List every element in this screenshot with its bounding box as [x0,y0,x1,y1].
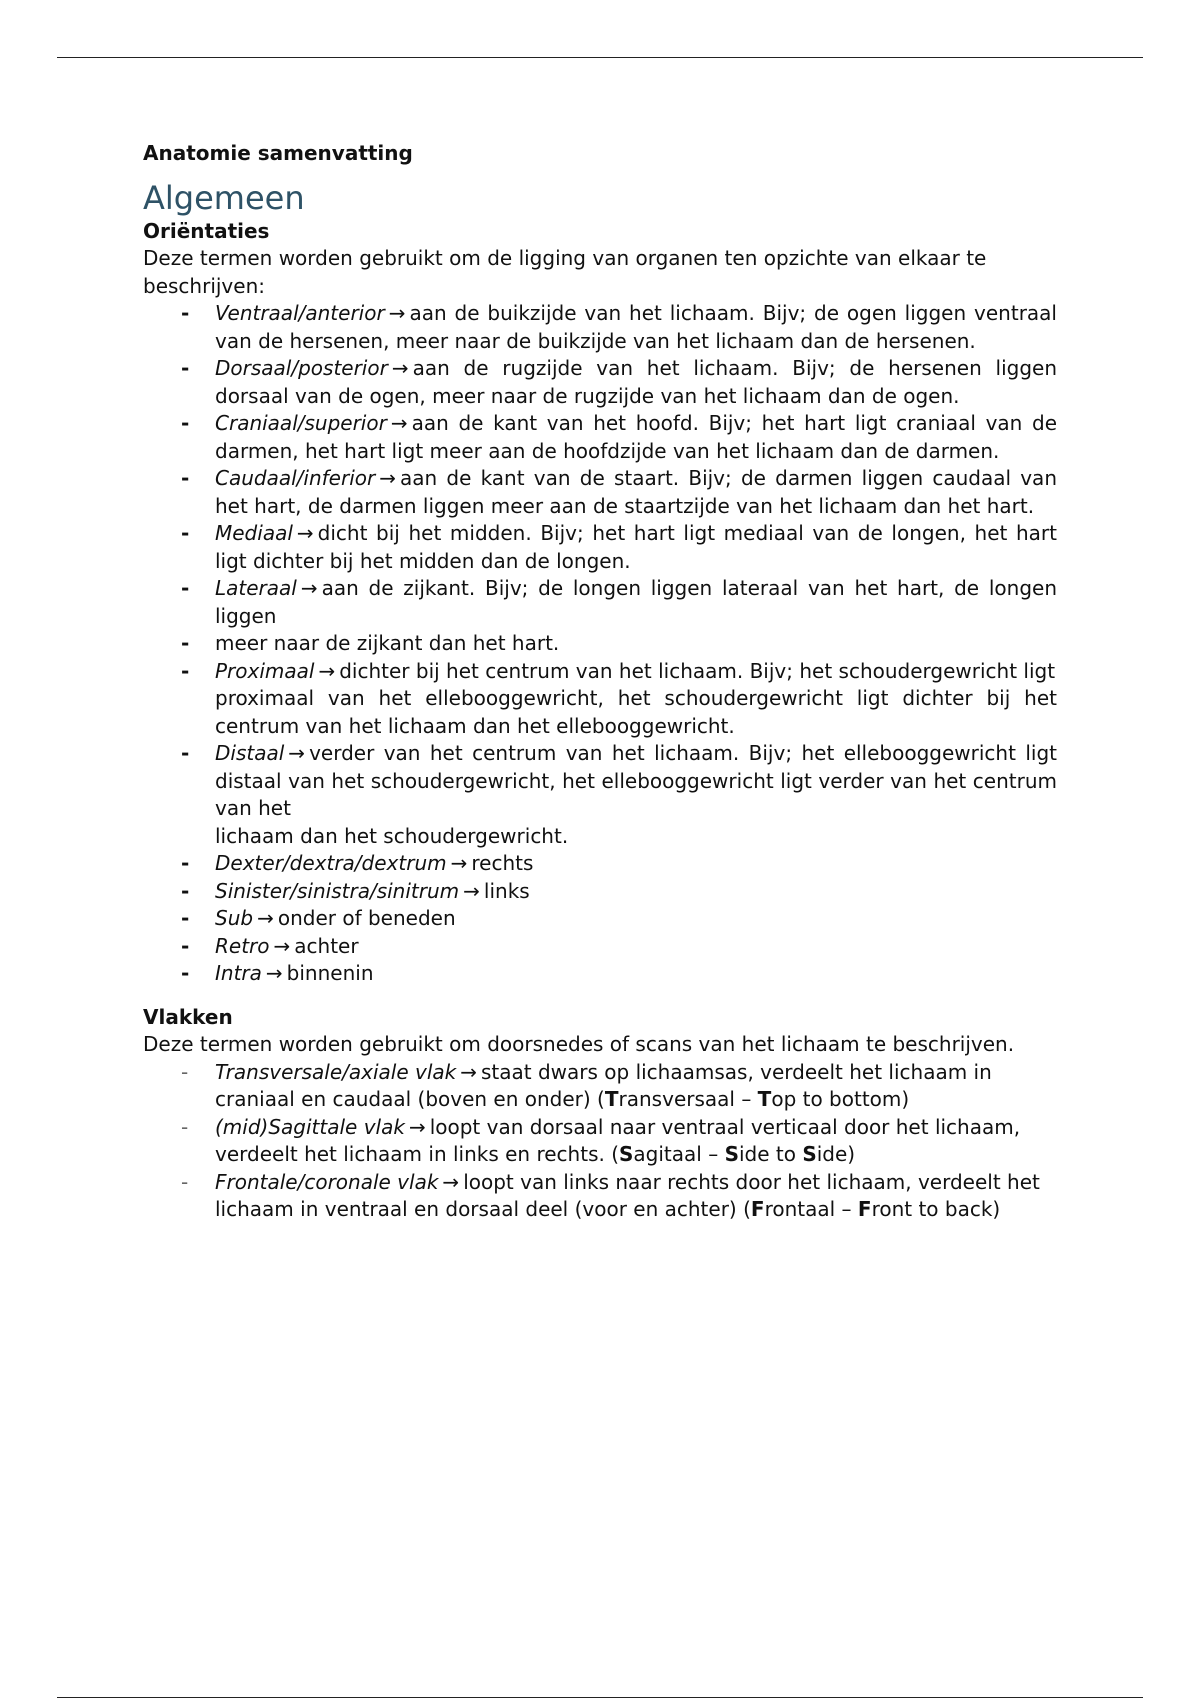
arrow-icon: → [318,658,336,683]
document-title: Anatomie samenvatting [143,141,413,165]
list-item: - (mid)Sagittale vlak → loopt van dorsaal naar ventraal verticaal door het lichaam, verdeelt het lichaam in links en rechts. (Sagitaal – Side to Side) [181,1114,1021,1166]
arrow-icon: → [450,851,468,875]
arrow-icon: → [408,1114,426,1139]
list-item: - Mediaal → dicht bij het midden. Bijv; het hart ligt mediaal van de longen, het hart ligt dichter bij het midden dan de longen. [181,521,1057,573]
list-item: - Frontale/coronale vlak → loopt van links naar rechts door het lichaam, verdeelt het lichaam in ventraal en dorsaal deel (voor en achter) (Frontaal – Front to back) [181,1169,1040,1221]
list-item: - Proximaal → dichter bij het centrum van het lichaam. Bijv; het schoudergewricht ligt proximaal van het ellebooggewricht, het schoudergewricht ligt dichter bij het centrum van het lichaam dan het ellebooggewricht. [143,658,1057,741]
arrow-icon: → [288,741,306,765]
list-item: - Lateraal → aan de zijkant. Bijv; de longen liggen lateraal van het hart, de longen liggen [181,576,1057,628]
list-item: - Retro → achter [181,933,359,958]
list-item: - Transversale/axiale vlak → staat dwars op lichaamsas, verdeelt het lichaam in craniaal en caudaal (boven en onder) (Transversaal – Top to bottom) [181,1059,992,1111]
orientaties-intro: Deze termen worden gebruikt om de ligging van organen ten opzichte van elkaar te beschrijven: [143,246,987,298]
list-item-continuation: lichaam dan het schoudergewricht. [215,823,569,848]
arrow-icon: → [442,1169,460,1194]
section-title: Algemeen [143,178,305,217]
list-item-continuation: proximaal van het ellebooggewricht, het schoudergewricht ligt dichter bij het centrum van het lichaam dan het ellebooggewricht. [215,686,1057,738]
arrow-icon: → [390,411,408,435]
list-item: - Sinister/sinistra/sinitrum → links [181,878,530,903]
list-item: - Sub → onder of beneden [181,906,456,930]
arrow-icon: → [379,466,396,490]
list-item: - Dexter/dextra/dextrum → rechts [181,851,534,875]
list-item: - Dorsaal/posterior → aan de rugzijde van het lichaam. Bijv; de hersenen liggen dorsaal van de ogen, meer naar de rugzijde van het lichaam dan de ogen. [181,356,1057,408]
vlakken-heading: Vlakken [143,1004,233,1029]
vlakken-list [143,1059,1057,1224]
footer-rule [57,1697,1143,1698]
arrow-icon: → [388,301,406,325]
orientaties-heading: Oriëntaties [143,218,270,243]
list-item: - Caudaal/inferior → aan de kant van de staart. Bijv; de darmen liggen caudaal van het hart, de darmen liggen meer aan de staartzijde van het lichaam dan het hart. [181,466,1057,518]
arrow-icon: → [460,1059,477,1084]
header-rule [57,57,1143,58]
arrow-icon: → [257,906,274,930]
list-item: - Ventraal/anterior → aan de buikzijde van het lichaam. Bijv; de ogen liggen ventraal van de hersenen, meer naar de buikzijde van het lichaam dan de hersenen. [181,301,1057,353]
list-item: - Intra → binnenin [181,961,374,985]
arrow-icon: → [265,961,283,985]
list-item: - meer naar de zijkant dan het hart. [181,631,560,655]
list-item: - Craniaal/superior → aan de kant van het hoofd. Bijv; het hart ligt craniaal van de darmen, het hart ligt meer aan de hoofdzijde van het lichaam dan de darmen. [181,411,1057,463]
arrow-icon: → [300,576,318,600]
arrow-icon: → [273,933,291,958]
arrow-icon: → [296,521,314,545]
list-item: - Distaal → verder van het centrum van het lichaam. Bijv; het ellebooggewricht ligt distaal van het schoudergewricht, het ellebooggewricht ligt verder van het centrum van het lichaam dan het schoudergewricht. [143,740,1057,850]
arrow-icon: → [463,878,480,903]
arrow-icon: → [391,356,409,380]
document-body [143,140,1057,1224]
vlakken-intro: Deze termen worden gebruikt om doorsnedes of scans van het lichaam te beschrijven. [143,1032,1015,1056]
orientaties-list [143,300,1057,988]
